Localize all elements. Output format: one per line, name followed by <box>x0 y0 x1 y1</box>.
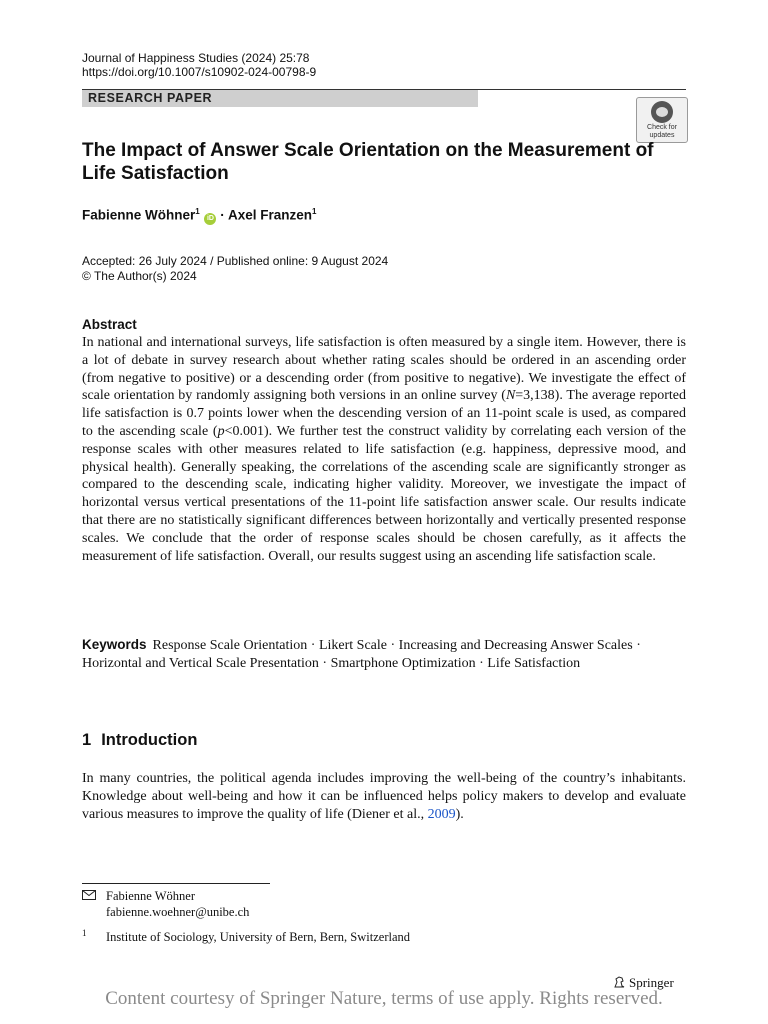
author-separator: · <box>220 207 225 223</box>
keyword-separator: · <box>307 638 319 653</box>
section-title: Introduction <box>101 731 198 749</box>
article-type-banner <box>82 89 478 107</box>
check-for-updates-label: Check for updates <box>647 124 677 139</box>
keyword-separator: · <box>318 655 331 671</box>
author-affiliation-mark: 1 <box>195 207 200 216</box>
publication-dates <box>82 254 388 284</box>
accepted-published-dates: Accepted: 26 July 2024 / Published online: 9 August 2024 <box>82 254 389 268</box>
footnote-divider <box>82 883 270 884</box>
author-name[interactable]: Axel Franzen <box>228 207 313 223</box>
keyword-item: Life Satisfaction <box>487 655 581 671</box>
keywords-label: Keywords <box>82 637 147 652</box>
affiliation-mark: 1 <box>82 928 87 938</box>
contact-email-link[interactable]: fabienne.woehner@unibe.ch <box>106 905 250 919</box>
crossmark-icon <box>651 101 673 123</box>
keyword-item: Response Scale Orientation <box>152 638 308 653</box>
section-heading-introduction <box>82 731 197 750</box>
copyright-notice: © The Author(s) 2024 <box>82 269 197 283</box>
publisher-name: Springer <box>629 975 674 990</box>
springer-horse-icon <box>612 975 626 989</box>
article-type-label: RESEARCH PAPER <box>88 91 213 105</box>
contact-name: Fabienne Wöhner <box>106 889 195 903</box>
affiliation-text: Institute of Sociology, University of Bern, Bern, Switzerland <box>106 930 410 944</box>
author-name[interactable]: Fabienne Wöhner <box>82 207 196 223</box>
envelope-icon <box>82 890 96 900</box>
article-title: The Impact of Answer Scale Orientation on the Measurement of Life Satisfaction <box>82 140 654 184</box>
section-number: 1 <box>82 731 92 749</box>
doi-link[interactable]: https://doi.org/10.1007/s10902-024-00798-9 <box>82 65 317 79</box>
keyword-item: Horizontal and Vertical Scale Presentation <box>82 655 319 671</box>
keyword-separator: · <box>632 638 641 653</box>
orcid-icon[interactable]: iD <box>204 213 216 225</box>
keyword-separator: · <box>386 638 399 653</box>
journal-header <box>82 51 316 79</box>
author-affiliation-mark: 1 <box>312 207 317 216</box>
keyword-separator: · <box>475 655 488 671</box>
keywords-block <box>82 636 686 673</box>
citation-link[interactable]: 2009 <box>427 807 456 822</box>
author-list <box>82 207 316 225</box>
keyword-item: Increasing and Decreasing Answer Scales <box>398 638 633 653</box>
journal-citation: Journal of Happiness Studies (2024) 25:78 <box>82 51 310 65</box>
keyword-item: Smartphone Optimization <box>330 655 476 671</box>
abstract-heading: Abstract <box>82 317 137 332</box>
courtesy-watermark: Content courtesy of Springer Nature, terms of use apply. Rights reserved. <box>105 988 663 1009</box>
keyword-item: Likert Scale <box>318 638 387 653</box>
check-for-updates-button[interactable] <box>636 97 688 143</box>
abstract-text: In national and international surveys, life satisfaction is often measured by a single item. However, there is a lot of debate in survey research about whether rating scales should be ordered in an ascending order (from negative to positive) or a descending order (from positive to negative). We investigate the effect of scale orientation by randomly assigning both versions in an online survey (N=3,138). The average reported life satisfaction is 0.7 points lower when the descending version of an 11-point scale is used, as compared to the ascending scale (p<0.001). We further test the construct validity by correlating each version of the response scales with other measures related to life satisfaction (e.g. happiness, depressive mood, and physical health). Generally speaking, the correlations of the ascending scale are significantly stronger as compared to the descending scale, indicating higher validity. Moreover, we investigate the impact of horizontal versus vertical presentations of the 11-point life satisfaction answer scale. Our results indicate that there are no statistically significant differences between horizontally and vertically presented response scales. We conclude that the order of response scales should be chosen carefully, as it affects the measurement of life satisfaction. Overall, our results suggest using an ascending life satisfaction scale. <box>82 335 686 564</box>
introduction-paragraph: In many countries, the political agenda includes improving the well-being of the country’s inhabitants. Knowledge about well-being and how it can be influenced helps policy makers to develop and evaluate various measures to improve the quality of life (Diener et al., 2009). <box>82 771 686 822</box>
header-rule <box>478 89 686 90</box>
